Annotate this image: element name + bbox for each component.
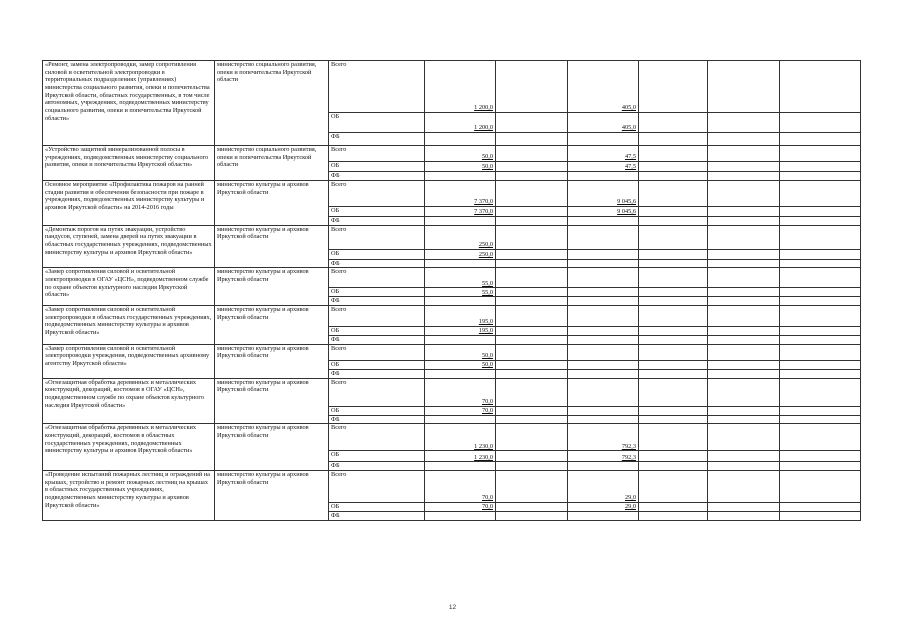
empty-cell (780, 344, 861, 360)
empty-cell (708, 268, 780, 288)
empty-cell (780, 360, 861, 369)
empty-cell (708, 288, 780, 297)
funding-source: ФБ (329, 172, 425, 181)
actual-amount (568, 369, 639, 378)
actual-amount (568, 146, 639, 162)
empty-cell (780, 133, 861, 146)
empty-cell (496, 424, 568, 451)
actual-amount (568, 406, 639, 415)
amount-value: 50,0 (481, 361, 493, 369)
empty-cell (496, 512, 568, 521)
page-number: 12 (448, 604, 457, 611)
table-row (43, 306, 861, 327)
funding-source: ОБ (329, 113, 425, 133)
funding-source: ФБ (329, 133, 425, 146)
responsible-organization: министерство культуры и архивов Иркутской области (215, 378, 329, 424)
empty-cell (639, 172, 708, 181)
empty-cell (496, 146, 568, 162)
empty-cell (639, 360, 708, 369)
actual-amount (568, 133, 639, 146)
responsible-organization: министерство культуры и архивов Иркутской области (215, 268, 329, 306)
empty-cell (639, 512, 708, 521)
actual-amount (568, 268, 639, 288)
amount-value: 195,0 (478, 318, 493, 326)
funding-source: Всего (329, 225, 425, 249)
empty-cell (496, 462, 568, 471)
empty-cell (639, 162, 708, 172)
empty-cell (496, 172, 568, 181)
funding-source: ФБ (329, 512, 425, 521)
planned-amount (425, 369, 496, 378)
planned-amount (425, 268, 496, 288)
empty-cell (708, 172, 780, 181)
planned-amount (425, 406, 496, 415)
responsible-organization: министерство культуры и архивов Иркутской области (215, 306, 329, 345)
actual-amount (568, 288, 639, 297)
amount-value: 70,0 (481, 494, 493, 502)
planned-amount (425, 207, 496, 217)
amount-value: 792,3 (621, 453, 636, 461)
amount-value: 50,0 (481, 163, 493, 171)
funding-source: ФБ (329, 259, 425, 268)
table-row (43, 268, 861, 288)
empty-cell (780, 451, 861, 462)
planned-amount (425, 297, 496, 306)
empty-cell (496, 369, 568, 378)
funding-source: Всего (329, 471, 425, 503)
funding-source: ОБ (329, 327, 425, 336)
planned-amount (425, 462, 496, 471)
amount-value: 47,5 (624, 153, 636, 161)
amount-value: 1 230,0 (474, 442, 493, 450)
actual-amount (568, 512, 639, 521)
amount-value: 50,0 (481, 153, 493, 161)
funding-source: ФБ (329, 336, 425, 345)
empty-cell (496, 249, 568, 259)
empty-cell (639, 217, 708, 226)
empty-cell (708, 133, 780, 146)
actual-amount (568, 249, 639, 259)
empty-cell (496, 61, 568, 113)
amount-value: 250,0 (478, 251, 493, 258)
planned-amount (425, 61, 496, 113)
empty-cell (708, 512, 780, 521)
responsible-organization: министерство культуры и архивов Иркутской области (215, 344, 329, 378)
empty-cell (708, 146, 780, 162)
empty-cell (496, 503, 568, 512)
amount-value: 9 045,6 (617, 208, 636, 216)
empty-cell (496, 306, 568, 327)
empty-cell (639, 133, 708, 146)
responsible-organization: министерство культуры и архивов Иркутской области (215, 471, 329, 521)
actual-amount (568, 344, 639, 360)
amount-value: 7 370,0 (474, 198, 493, 206)
empty-cell (496, 225, 568, 249)
empty-cell (496, 113, 568, 133)
actual-amount (568, 503, 639, 512)
empty-cell (639, 336, 708, 345)
empty-cell (496, 217, 568, 226)
empty-cell (780, 471, 861, 503)
empty-cell (708, 360, 780, 369)
activity-description: «Огнезащитная обработка деревянных и металлических конструкций, декораций, костюмов в ОГАУ «ЦСН», подведомственном службе по охране объектов культурного наследия Иркутской области» (43, 378, 215, 424)
empty-cell (639, 369, 708, 378)
empty-cell (708, 344, 780, 360)
actual-amount (568, 306, 639, 327)
empty-cell (496, 162, 568, 172)
empty-cell (780, 297, 861, 306)
empty-cell (639, 462, 708, 471)
actual-amount (568, 61, 639, 113)
amount-value: 55,0 (481, 279, 493, 287)
actual-amount (568, 336, 639, 345)
activity-description: «Замер сопротивления силовой и осветительной электропроводки учреждения, подведомственных архивному агентству Иркутской области» (43, 344, 215, 378)
empty-cell (496, 471, 568, 503)
empty-cell (780, 512, 861, 521)
responsible-organization: министерство культуры и архивов Иркутской области (215, 181, 329, 226)
table-row (43, 344, 861, 360)
planned-amount (425, 306, 496, 327)
empty-cell (780, 113, 861, 133)
planned-amount (425, 249, 496, 259)
empty-cell (708, 259, 780, 268)
planned-amount (425, 133, 496, 146)
empty-cell (780, 249, 861, 259)
empty-cell (708, 297, 780, 306)
amount-value: 29,0 (624, 494, 636, 502)
empty-cell (780, 259, 861, 268)
amount-value: 1 200,0 (474, 124, 493, 132)
funding-source: ОБ (329, 162, 425, 172)
actual-amount (568, 415, 639, 424)
funding-source: ОБ (329, 207, 425, 217)
planned-amount (425, 471, 496, 503)
empty-cell (708, 162, 780, 172)
empty-cell (496, 344, 568, 360)
empty-cell (780, 424, 861, 451)
funding-source: ФБ (329, 462, 425, 471)
actual-amount (568, 217, 639, 226)
amount-value: 1 230,0 (474, 453, 493, 461)
planned-amount (425, 503, 496, 512)
empty-cell (639, 406, 708, 415)
empty-cell (496, 133, 568, 146)
planned-amount (425, 162, 496, 172)
empty-cell (496, 360, 568, 369)
funding-source: ОБ (329, 288, 425, 297)
empty-cell (639, 288, 708, 297)
amount-value: 405,0 (621, 124, 636, 132)
empty-cell (708, 217, 780, 226)
amount-value: 70,0 (481, 503, 493, 511)
budget-table (42, 60, 861, 521)
amount-value: 792,3 (621, 442, 636, 450)
empty-cell (708, 451, 780, 462)
empty-cell (496, 207, 568, 217)
empty-cell (780, 503, 861, 512)
empty-cell (639, 344, 708, 360)
table-row (43, 225, 861, 249)
funding-source: ОБ (329, 451, 425, 462)
empty-cell (780, 369, 861, 378)
empty-cell (780, 268, 861, 288)
empty-cell (639, 451, 708, 462)
empty-cell (780, 378, 861, 406)
empty-cell (780, 61, 861, 113)
funding-source: Всего (329, 344, 425, 360)
planned-amount (425, 378, 496, 406)
planned-amount (425, 360, 496, 369)
table-row (43, 61, 861, 113)
actual-amount (568, 259, 639, 268)
empty-cell (780, 336, 861, 345)
empty-cell (780, 181, 861, 207)
table-row (43, 378, 861, 406)
empty-cell (639, 259, 708, 268)
empty-cell (496, 327, 568, 336)
actual-amount (568, 225, 639, 249)
empty-cell (496, 181, 568, 207)
empty-cell (780, 462, 861, 471)
funding-source: ОБ (329, 503, 425, 512)
empty-cell (708, 336, 780, 345)
amount-value: 195,0 (478, 327, 493, 335)
empty-cell (496, 406, 568, 415)
empty-cell (708, 249, 780, 259)
actual-amount (568, 462, 639, 471)
actual-amount (568, 181, 639, 207)
empty-cell (639, 327, 708, 336)
responsible-organization: министерство культуры и архивов Иркутской области (215, 424, 329, 471)
actual-amount (568, 360, 639, 369)
empty-cell (708, 378, 780, 406)
planned-amount (425, 225, 496, 249)
empty-cell (496, 259, 568, 268)
empty-cell (708, 113, 780, 133)
table-row (43, 181, 861, 207)
planned-amount (425, 113, 496, 133)
actual-amount (568, 172, 639, 181)
amount-value: 250,0 (478, 241, 493, 248)
empty-cell (708, 327, 780, 336)
empty-cell (708, 369, 780, 378)
funding-source: Всего (329, 61, 425, 113)
responsible-organization: министерство социального развития, опеки и попечительства Иркутской области (215, 146, 329, 181)
empty-cell (708, 306, 780, 327)
table-body (43, 61, 861, 521)
actual-amount (568, 327, 639, 336)
empty-cell (639, 146, 708, 162)
funding-source: ФБ (329, 297, 425, 306)
activity-description: Основное мероприятие «Профилактика пожаров на ранней стадии развития и обеспечения безопасности при пожаре в учреждениях, подведомственных министерству культуры и архивов Иркутской области» на 2014-2016 годы (43, 181, 215, 226)
empty-cell (496, 378, 568, 406)
funding-source: ОБ (329, 249, 425, 259)
activity-description: «Огнезащитная обработка деревянных и металлических конструкций, декораций, костюмов в областных государственных учреждениях, подведомственных министерству культуры и архивов Иркутской области» (43, 424, 215, 471)
planned-amount (425, 181, 496, 207)
funding-source: ФБ (329, 369, 425, 378)
funding-source: ОБ (329, 406, 425, 415)
empty-cell (780, 406, 861, 415)
actual-amount (568, 424, 639, 451)
planned-amount (425, 288, 496, 297)
empty-cell (639, 306, 708, 327)
funding-source: Всего (329, 378, 425, 406)
actual-amount (568, 451, 639, 462)
empty-cell (639, 503, 708, 512)
planned-amount (425, 146, 496, 162)
empty-cell (496, 297, 568, 306)
empty-cell (780, 288, 861, 297)
amount-value: 50,0 (481, 352, 493, 360)
planned-amount (425, 327, 496, 336)
planned-amount (425, 259, 496, 268)
empty-cell (496, 268, 568, 288)
table-row (43, 471, 861, 503)
empty-cell (639, 471, 708, 503)
empty-cell (780, 225, 861, 249)
funding-source: Всего (329, 268, 425, 288)
activity-description: «Устройство защитной минерализованной полосы в учреждениях, подведомственных министерству социального развития, опеки и попечительства Иркутской области» (43, 146, 215, 181)
amount-value: 47,5 (624, 163, 636, 171)
empty-cell (708, 462, 780, 471)
empty-cell (639, 424, 708, 451)
empty-cell (496, 415, 568, 424)
empty-cell (780, 327, 861, 336)
actual-amount (568, 471, 639, 503)
empty-cell (639, 225, 708, 249)
amount-value: 7 370,0 (474, 208, 493, 216)
empty-cell (780, 415, 861, 424)
planned-amount (425, 336, 496, 345)
empty-cell (780, 217, 861, 226)
activity-description: «Замер сопротивления силовой и осветительной электропроводки в ОГАУ «ЦСН», подведомственном службе по охране объектов культурного наследия Иркутской области» (43, 268, 215, 306)
amount-value: 1 200,0 (474, 104, 493, 112)
funding-source: Всего (329, 306, 425, 327)
funding-source: ФБ (329, 217, 425, 226)
planned-amount (425, 217, 496, 226)
planned-amount (425, 512, 496, 521)
empty-cell (639, 297, 708, 306)
table-row (43, 146, 861, 162)
empty-cell (708, 424, 780, 451)
empty-cell (708, 471, 780, 503)
amount-value: 70,0 (481, 407, 493, 415)
actual-amount (568, 207, 639, 217)
activity-description: «Ремонт, замена электропроводки, замер сопротивления силовой и осветительной электропроводки в территориальных подразделениях (управлениях) министерства социального развития, опеки и попечительства Иркутской области, областных государственных, в том числе автономных, учреждениях, подведомственных министерству социального развития, опеки и попечительства Иркутской области» (43, 61, 215, 146)
planned-amount (425, 415, 496, 424)
amount-value: 29,0 (624, 503, 636, 511)
amount-value: 70,0 (481, 398, 493, 406)
planned-amount (425, 424, 496, 451)
table-row (43, 424, 861, 451)
actual-amount (568, 162, 639, 172)
empty-cell (639, 113, 708, 133)
actual-amount (568, 378, 639, 406)
funding-source: Всего (329, 424, 425, 451)
empty-cell (708, 225, 780, 249)
empty-cell (708, 207, 780, 217)
activity-description: «Проведение испытаний пожарных лестниц и ограждений на крышах, устройство и ремонт пожарных лестниц на крышах в областных государственных учреждениях, подведомственных министерству культуры и архивов Иркутской области» (43, 471, 215, 521)
empty-cell (708, 406, 780, 415)
empty-cell (708, 61, 780, 113)
empty-cell (780, 172, 861, 181)
planned-amount (425, 451, 496, 462)
planned-amount (425, 344, 496, 360)
empty-cell (639, 181, 708, 207)
empty-cell (639, 61, 708, 113)
empty-cell (780, 306, 861, 327)
empty-cell (639, 268, 708, 288)
amount-value: 9 045,6 (617, 198, 636, 206)
planned-amount (425, 172, 496, 181)
responsible-organization: министерство культуры и архивов Иркутской области (215, 225, 329, 268)
actual-amount (568, 297, 639, 306)
activity-description: «Замер сопротивления силовой и осветительной электропроводки в областных государственных учреждениях, подведомственных министерству культуры и архивов Иркутской области» (43, 306, 215, 345)
empty-cell (708, 503, 780, 512)
funding-source: ОБ (329, 360, 425, 369)
empty-cell (780, 162, 861, 172)
empty-cell (496, 451, 568, 462)
amount-value: 405,0 (621, 104, 636, 112)
empty-cell (639, 415, 708, 424)
responsible-organization: министерство социального развития, опеки и попечительства Иркутской области (215, 61, 329, 146)
funding-source: Всего (329, 181, 425, 207)
activity-description: «Демонтаж порогов на путях эвакуации, устройство пандусов, ступеней, замена дверей на путях эвакуации в областных государственных учреждениях, подведомственных министерству культуры и архивов Иркутской области» (43, 225, 215, 268)
empty-cell (780, 207, 861, 217)
empty-cell (780, 146, 861, 162)
empty-cell (496, 336, 568, 345)
empty-cell (639, 207, 708, 217)
amount-value: 55,0 (481, 288, 493, 296)
empty-cell (496, 288, 568, 297)
empty-cell (708, 181, 780, 207)
actual-amount (568, 113, 639, 133)
empty-cell (639, 249, 708, 259)
funding-source: Всего (329, 146, 425, 162)
funding-source: ФБ (329, 415, 425, 424)
empty-cell (639, 378, 708, 406)
empty-cell (708, 415, 780, 424)
